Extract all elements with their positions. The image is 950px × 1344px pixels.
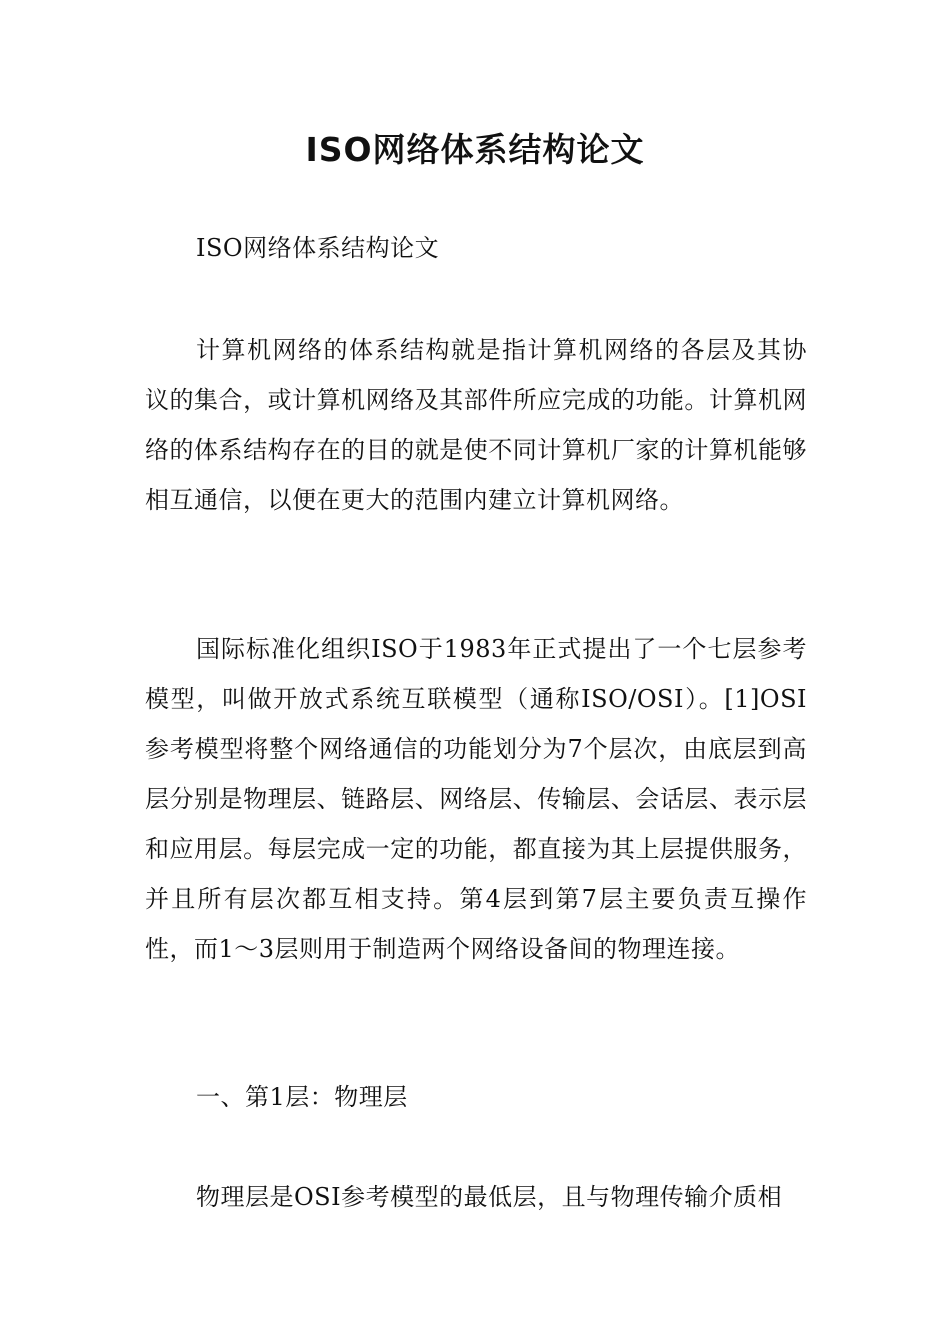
- iso-model-paragraph: 国际标准化组织ISO于1983年正式提出了一个七层参考模型，叫做开放式系统互联模型（通称ISO/OSI）。[1]OSI参考模型将整个网络通信的功能划分为7个层次，由底层到高层分别是物理层、链路层、网络层、传输层、会话层、表示层和应用层。每层完成一定的功能，都直接为其上层提供服务，并且所有层次都互相支持。第4层到第7层主要负责互操作性，而1～3层则用于制造两个网络设备间的物理连接。: [145, 635, 807, 963]
- intro-paragraph: 计算机网络的体系结构就是指计算机网络的各层及其协议的集合，或计算机网络及其部件所应完成的功能。计算机网络的体系结构存在的目的就是使不同计算机厂家的计算机能够相互通信，以便在更大的范围内建立计算机网络。: [145, 336, 807, 514]
- physical-layer-paragraph: 物理层是OSI参考模型的最低层，且与物理传输介质相: [196, 1183, 783, 1211]
- document-title: ISO网络体系结构论文: [305, 130, 645, 169]
- subtitle-paragraph: ISO网络体系结构论文: [196, 234, 440, 262]
- section-heading-physical-layer: 一、第1层：物理层: [196, 1083, 408, 1111]
